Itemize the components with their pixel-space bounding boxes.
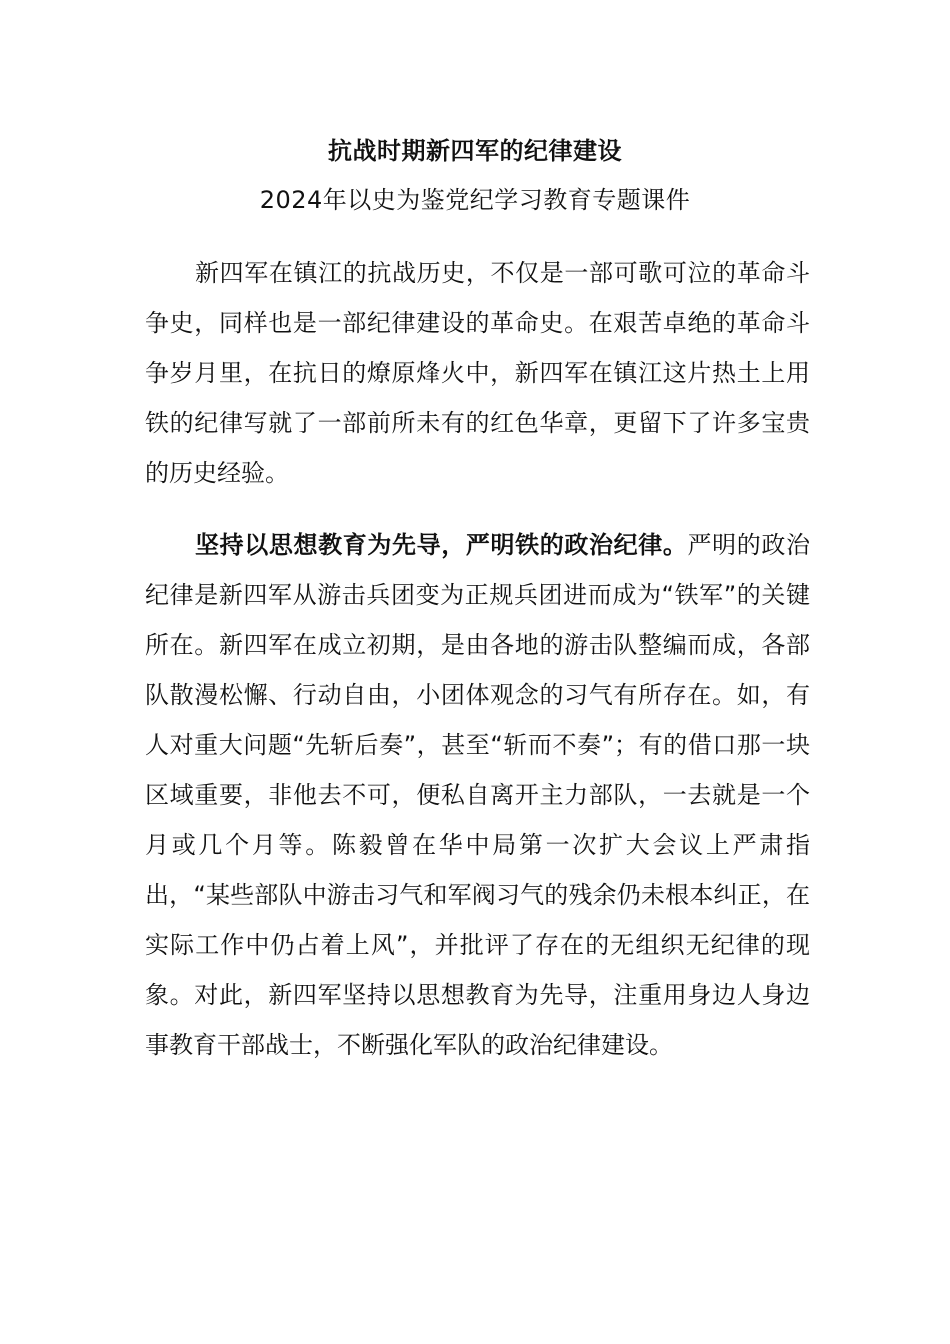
paragraph-political-discipline [145, 520, 810, 1070]
paragraph-text: 严明的政治纪律是新四军从游击兵团变为正规兵团进而成为“铁军”的关键所在。新四军在成立初期，是由各地的游击队整编而成，各部队散漫松懈、行动自由，小团体观念的习气有所存在。如，有人对重大问题“先斩后奏”，甚至“斩而不奏”；有的借口那一块区域重要，非他去不可，便私自离开主力部队，一去就是一个月或几个月等。陈毅曾在华中局第一次扩大会议上严肃指出，“某些部队中游击习气和军阀习气的残余仍未根本纠正，在实际工作中仍占着上风”，并批评了存在的无组织无纪律的现象。对此，新四军坚持以思想教育为先导，注重用身边人身边事教育干部战士，不断强化军队的政治纪律建设。 [145, 531, 810, 1059]
paragraph-intro [145, 248, 810, 498]
paragraph-text: 新四军在镇江的抗战历史，不仅是一部可歌可泣的革命斗争史，同样也是一部纪律建设的革命史。在艰苦卓绝的革命斗争岁月里，在抗日的燎原烽火中，新四军在镇江这片热土上用铁的纪律写就了一部前所未有的红色华章，更留下了许多宝贵的历史经验。 [145, 259, 810, 487]
document-subtitle: 2024年以史为鉴党纪学习教育专题课件 [259, 186, 691, 214]
paragraph-lead-heading: 坚持以思想教育为先导，严明铁的政治纪律。 [195, 531, 688, 559]
document-title: 抗战时期新四军的纪律建设 [328, 137, 622, 165]
